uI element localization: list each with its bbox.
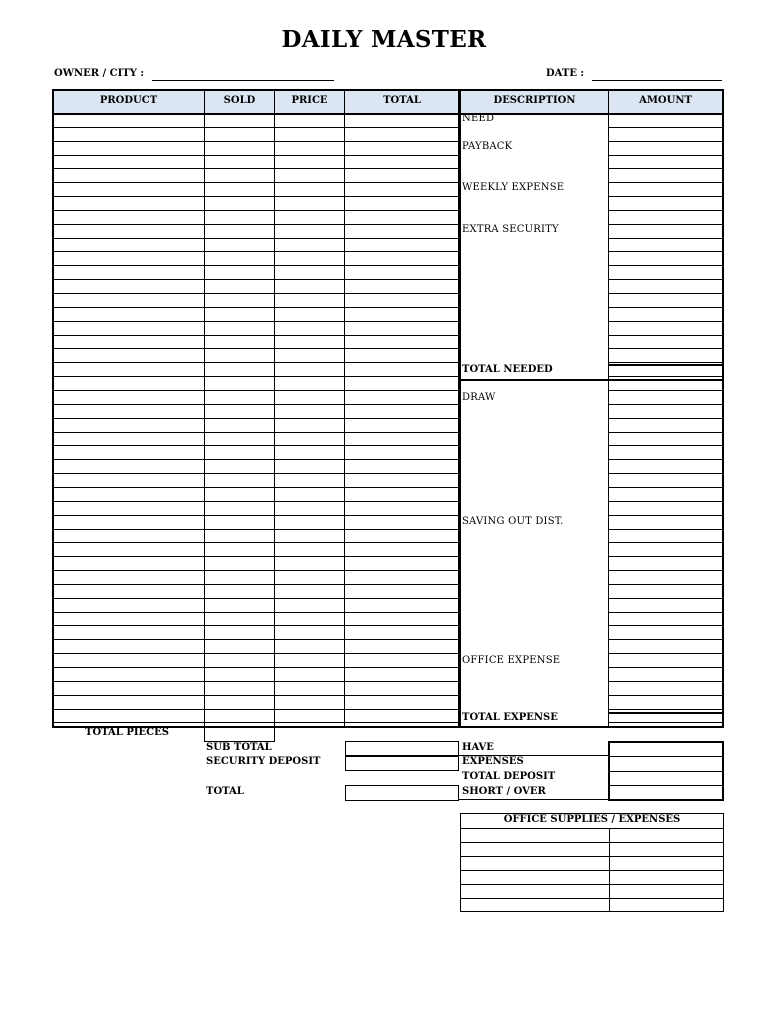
amount-row-line: [608, 625, 724, 626]
amount-row-line: [608, 432, 724, 433]
ledger-row-line: [52, 362, 460, 363]
ledger-row-line: [52, 238, 460, 239]
total-needed-top-line: [608, 364, 724, 366]
ledger-row-line: [52, 667, 460, 668]
total-box[interactable]: [345, 785, 459, 801]
amount-row-line: [608, 695, 724, 696]
ledger-row-line: [52, 348, 460, 349]
amount-row-line: [608, 501, 724, 502]
desc-office-expense: OFFICE EXPENSE: [462, 655, 561, 666]
short-over-label: SHORT / OVER: [462, 786, 546, 797]
col-divider-total: [344, 89, 345, 728]
amount-row-line: [608, 293, 724, 294]
amount-row-line: [608, 210, 724, 211]
ledger-row-line: [52, 321, 460, 322]
ledger-row-line: [52, 515, 460, 516]
amount-row-line: [608, 127, 724, 128]
ledger-row-line: [52, 404, 460, 405]
amount-row-line: [608, 445, 724, 446]
office-supplies-row-line: [460, 898, 724, 899]
ledger-row-line: [52, 625, 460, 626]
amount-row-line: [608, 168, 724, 169]
owner-city-label: OWNER / CITY :: [54, 68, 145, 79]
amount-row-line: [608, 362, 724, 363]
ledger-row-line: [52, 653, 460, 654]
ledger-row-line: [52, 418, 460, 419]
ledger-row-line: [52, 681, 460, 682]
ledger-row-line: [52, 168, 460, 169]
office-supplies-header: OFFICE SUPPLIES / EXPENSES: [503, 814, 681, 825]
amount-row-line: [608, 722, 724, 723]
office-supplies-row-line: [460, 856, 724, 857]
amount-row-line: [608, 473, 724, 474]
amount-row-line: [608, 335, 724, 336]
total-label: TOTAL: [206, 786, 244, 797]
ledger-row-line: [52, 293, 460, 294]
desc-weekly-expense: WEEKLY EXPENSE: [462, 182, 565, 193]
office-supplies-col-divider: [609, 828, 610, 912]
office-supplies-row-line: [460, 884, 724, 885]
amount-row-line: [608, 376, 724, 377]
col-divider-sold: [204, 89, 205, 728]
desc-payback: PAYBACK: [462, 141, 513, 152]
owner-city-field[interactable]: [152, 80, 334, 81]
amount-row-line: [608, 265, 724, 266]
office-supplies-row-line: [460, 870, 724, 871]
amount-row-line: [608, 653, 724, 654]
amount-row-line: [608, 279, 724, 280]
header-description: DESCRIPTION: [461, 90, 608, 113]
right-summary-line-3: [608, 785, 724, 786]
header-total: TOTAL: [345, 90, 459, 113]
ledger-row-line: [52, 251, 460, 252]
col-divider-amount: [608, 89, 609, 728]
col-divider-price: [274, 89, 275, 728]
security-deposit-box[interactable]: [345, 756, 459, 771]
amount-row-line: [608, 307, 724, 308]
ledger-row-line: [52, 542, 460, 543]
right-summary-line-1: [608, 756, 724, 757]
total-deposit-label: TOTAL DEPOSIT: [462, 771, 556, 782]
header-bottom-line: [52, 113, 724, 115]
ledger-row-line: [52, 335, 460, 336]
ledger-row-line: [52, 141, 460, 142]
amount-row-line: [608, 556, 724, 557]
amount-row-line: [608, 251, 724, 252]
ledger-row-line: [52, 265, 460, 266]
amount-row-line: [608, 612, 724, 613]
ledger-row-line: [52, 445, 460, 446]
ledger-row-line: [52, 210, 460, 211]
desc-total-needed: TOTAL NEEDED: [462, 364, 553, 375]
date-field[interactable]: [592, 80, 722, 81]
desc-extra-security: EXTRA SECURITY: [462, 224, 559, 235]
amount-row-line: [608, 681, 724, 682]
amount-row-line: [608, 196, 724, 197]
ledger-row-line: [52, 279, 460, 280]
desc-need: NEED: [462, 113, 495, 124]
ledger-row-line: [52, 570, 460, 571]
ledger-row-line: [52, 501, 460, 502]
page-title: DAILY MASTER: [281, 26, 487, 53]
ledger-row-line: [52, 709, 460, 710]
amount-row-line: [608, 224, 724, 225]
ledger-row-line: [52, 376, 460, 377]
desc-saving-out-dist: SAVING OUT DIST.: [462, 516, 564, 527]
ledger-row-line: [52, 224, 460, 225]
ledger-row-line: [52, 473, 460, 474]
amount-row-line: [608, 155, 724, 156]
have-underline: [459, 755, 608, 756]
ledger-row-line: [52, 127, 460, 128]
office-supplies-row-line: [460, 828, 724, 829]
amount-row-line: [608, 390, 724, 391]
amount-row-line: [608, 487, 724, 488]
have-label: HAVE: [462, 742, 494, 753]
amount-row-line: [608, 459, 724, 460]
amount-row-line: [608, 570, 724, 571]
expenses-label: EXPENSES: [462, 756, 524, 767]
amount-row-line: [608, 542, 724, 543]
office-supplies-row-line: [460, 842, 724, 843]
total-pieces-box[interactable]: [204, 727, 275, 742]
security-deposit-label: SECURITY DEPOSIT: [206, 756, 321, 767]
left-table-border: [52, 89, 460, 728]
desc-draw: DRAW: [462, 392, 496, 403]
total-needed-bottom-line: [459, 379, 724, 381]
amount-row-line: [608, 321, 724, 322]
ledger-row-line: [52, 155, 460, 156]
right-summary-line-2: [608, 771, 724, 772]
ledger-row-line: [52, 722, 460, 723]
amount-row-line: [608, 529, 724, 530]
ledger-row-line: [52, 196, 460, 197]
amount-row-line: [608, 584, 724, 585]
header-amount: AMOUNT: [609, 90, 722, 113]
header-product: PRODUCT: [53, 90, 204, 113]
amount-row-line: [608, 238, 724, 239]
ledger-row-line: [52, 307, 460, 308]
amount-row-line: [608, 182, 724, 183]
ledger-row-line: [52, 584, 460, 585]
amount-row-line: [608, 418, 724, 419]
date-label: DATE :: [546, 68, 585, 79]
ledger-row-line: [52, 182, 460, 183]
header-sold: SOLD: [205, 90, 274, 113]
amount-row-line: [608, 598, 724, 599]
ledger-row-line: [52, 695, 460, 696]
ledger-row-line: [52, 556, 460, 557]
ledger-row-line: [52, 487, 460, 488]
amount-row-line: [608, 141, 724, 142]
sub-total-label: SUB TOTAL: [206, 742, 272, 753]
amount-row-line: [608, 404, 724, 405]
ledger-row-line: [52, 598, 460, 599]
amount-row-line: [608, 515, 724, 516]
ledger-row-line: [52, 639, 460, 640]
amount-row-line: [608, 639, 724, 640]
ledger-row-line: [52, 612, 460, 613]
desc-total-expense: TOTAL EXPENSE: [462, 712, 558, 723]
header-price: PRICE: [275, 90, 344, 113]
short-over-underline: [459, 799, 608, 800]
total-pieces-label: TOTAL PIECES: [85, 727, 169, 738]
sub-total-box[interactable]: [345, 741, 459, 756]
ledger-row-line: [52, 390, 460, 391]
amount-row-line: [608, 709, 724, 710]
ledger-row-line: [52, 529, 460, 530]
ledger-row-line: [52, 432, 460, 433]
ledger-row-line: [52, 459, 460, 460]
total-expense-top-line: [608, 712, 724, 714]
amount-row-line: [608, 667, 724, 668]
amount-row-line: [608, 348, 724, 349]
